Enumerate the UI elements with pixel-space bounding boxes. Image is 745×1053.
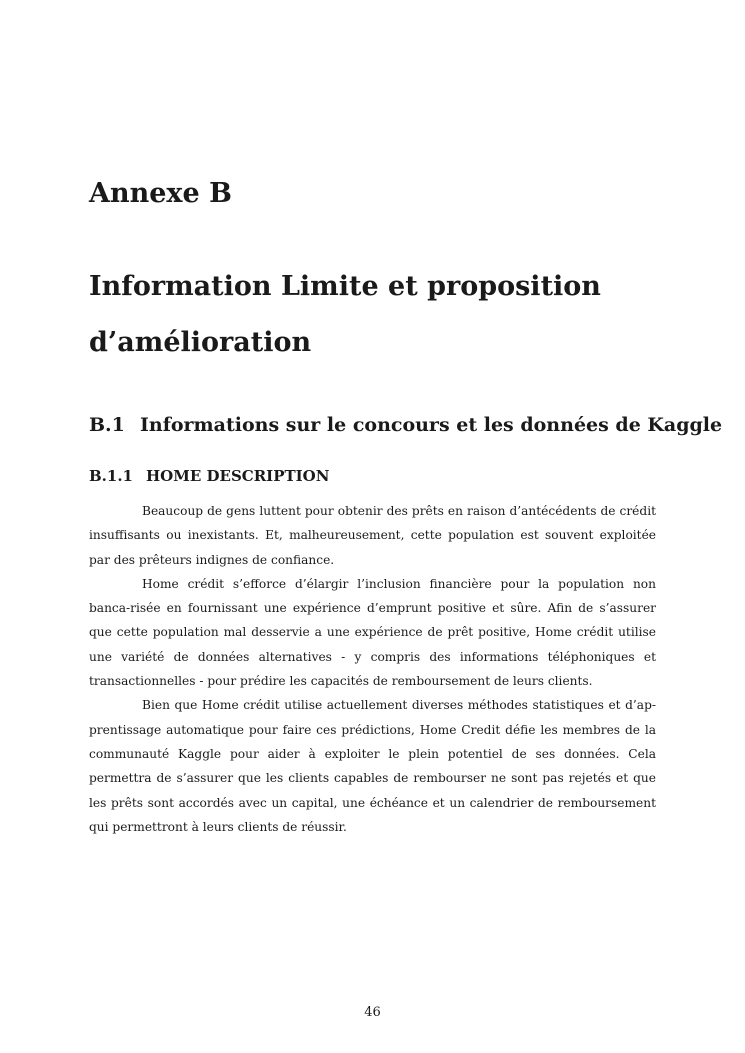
chapter-title: Information Limite et proposition d’amélioration [89, 271, 601, 358]
section-title: Informations sur le concours et les données de Kaggle [140, 414, 723, 436]
annex-label: Annexe B [89, 178, 232, 209]
paragraph: Home crédit s’efforce d’élargir l’inclusion financière pour la population non banca-risée en fournissant une expérience d’emprunt positive et sûre. Afin de s’assurer que cette population mal desservie a une expérience de prêt positive, Home crédit utilise une variété de données alternatives - y compris des informations téléphoniques et transactionnelles - pour prédire les capacités de remboursement de leurs clients. [89, 576, 656, 689]
page-number: 46 [364, 1005, 381, 1020]
paragraph: Bien que Home crédit utilise actuellement diverses méthodes statistiques et d’ap-prentissage automatique pour faire ces prédictions, Home Credit défie les membres de la communauté Kaggle pour aider à exploiter le plein potentiel de ses données. Cela permettra de s’assurer que les clients capables de rembourser ne sont pas rejetés et que les prêts sont accordés avec un capital, une échéance et un calendrier de remboursement qui permettront à leurs clients de réussir. [89, 698, 656, 834]
subsection-heading [89, 466, 329, 486]
section-heading [89, 412, 723, 438]
paragraph: Beaucoup de gens luttent pour obtenir des prêts en raison d’antécédents de crédit insuffisants ou inexistants. Et, malheureusement, cette population est souvent exploitée par des prêteurs indignes de confiance. [89, 504, 656, 567]
subsection-title: HOME DESCRIPTION [146, 467, 330, 485]
subsection-number: B.1.1 [89, 467, 133, 485]
section-number: B.1 [89, 414, 125, 436]
body-text [89, 499, 656, 839]
